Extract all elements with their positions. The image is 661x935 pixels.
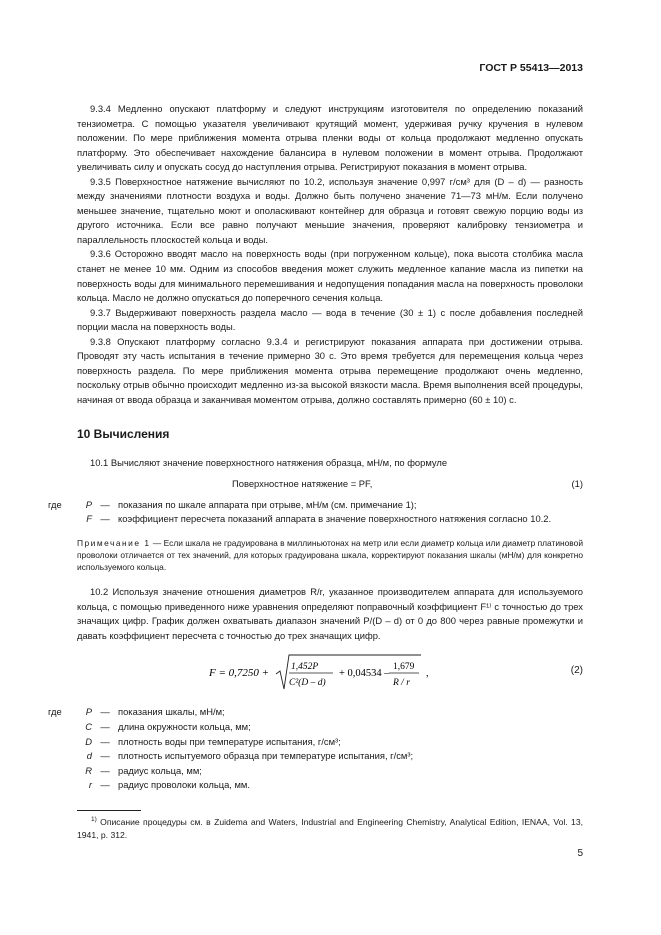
definition-row — [48, 512, 583, 527]
note-text: — Если шкала не градуирована в миллиньютонах на метр или если диаметр кольца или диаметр платиновой проволоки отличается от тех значений, для которых градуирована шкала, корректируют показания шкалы (мН/м) для конкретно используемого кольца. — [77, 537, 584, 573]
formula-2 — [77, 649, 583, 695]
formula-2-denominator: C²(D – d) — [289, 678, 326, 689]
note-label: Примечание 1 — [77, 537, 151, 548]
definition-row — [48, 705, 583, 720]
paragraph-10-2: 10.2 Используя значение отношения диаметров R/r, указанное производителем аппарата для используемого кольца, с помощью приведенного ниже уравнения определяют поправочный коэффициент F¹⁾ с точностью до трех значащих цифр. График должен охватывать диапазон значений P/(D – d) от 0 до 800 через равные промежутки и давать коэффициент пересчета с точностью до трех значащих цифр. — [77, 586, 583, 641]
definition-symbol: R — [85, 764, 92, 776]
paragraph-9-3-7: 9.3.7 Выдерживают поверхность раздела масло — вода в течение (30 ± 1) с после добавления последней порции масла на поверхность воды. — [77, 306, 583, 333]
definition-symbol: D — [85, 735, 92, 747]
definition-row — [48, 749, 583, 764]
definition-text: коэффициент пересчета показаний аппарата в значение поверхностного натяжения согласно 10.2. — [118, 513, 552, 525]
paragraph-9-3-4: 9.3.4 Медленно опускают платформу и следуют инструкциям изготовителя по определению показаний тензиометра. С помощью указателя увеличивают крутящий момент, удерживая ручку кручения в нулевом положении. По мере приближения момента отрыва пленки воды от кольца продолжают медленно опускать платформу. Это обеспечивает нахождение балансира в нулевом положении в момент отрыва. Продолжают увеличивать силу и опускать сосуд до наступления отрыва. Регистрируют показания в момент отрыва. — [77, 103, 583, 173]
definition-dash: — — [100, 498, 110, 510]
where-label: где — [48, 706, 62, 718]
definition-text: длина окружности кольца, мм; — [118, 721, 251, 733]
definition-text: радиус кольца, мм; — [118, 764, 202, 776]
definition-symbol: C — [85, 721, 92, 733]
standard-header: ГОСТ Р 55413—2013 — [479, 62, 583, 74]
definition-symbol: d — [86, 750, 92, 762]
paragraph-9-3-6: 9.3.6 Осторожно вводят масло на поверхность воды (при погруженном кольце), пока высота столбика масла станет не менее 10 мм. Одним из способов введения может служить медленное капание масла из пипетки на поверхность воды для минимального перемешивания и недопущения попадания масла на поверхность проволоки кольца. Масло не должно опускаться до поперечного сечения кольца. — [77, 248, 583, 304]
where-label: где — [48, 498, 62, 510]
paragraph-10-1: 10.1 Вычисляют значение поверхностного натяжения образца, мН/м, по формуле — [90, 457, 448, 469]
definition-dash: — — [100, 764, 110, 776]
page-number: 5 — [577, 848, 583, 859]
definition-row — [48, 735, 583, 750]
formula-2-graphic — [77, 649, 537, 695]
definition-dash: — — [100, 513, 110, 525]
paragraph-9-3-8: 9.3.8 Опускают платформу согласно 9.3.4 и регистрируют показания аппарата при достижении отрыва. Проводят эту часть испытания в течение примерно 30 с. Это время требуется для перемещения кольца через поверхность раздела. По мере приближения момента отрыва перемещение продолжают очень медленно, поскольку отрыв обычно происходит медленно из-за высокой вязкости масла. Время выполнения всей процедуры, начиная от ввода образца и заканчивая моментом отрыва, должно составлять примерно (60 ± 10) с. — [77, 335, 583, 405]
formula-2-middle: + 0,04534 – — [339, 668, 390, 680]
definition-symbol: F — [86, 513, 92, 525]
definition-dash: — — [100, 735, 110, 747]
formula-1-text: Поверхностное натяжение = PF, — [232, 477, 373, 489]
section-title: 10 Вычисления — [77, 427, 170, 442]
definition-text: плотность воды при температуре испытания, г/см³; — [118, 735, 341, 747]
formula-2-tail: , — [426, 668, 429, 680]
formula-2-number: (2) — [570, 665, 583, 677]
footnote — [77, 816, 583, 842]
formula-2-frac2-numerator: 1,679 — [393, 662, 415, 673]
note-1 — [77, 537, 583, 574]
definition-text: радиус проволоки кольца, мм. — [118, 779, 250, 791]
definition-text: показания по шкале аппарата при отрыве, мН/м (см. примечание 1); — [118, 498, 417, 510]
definition-symbol: P — [85, 498, 92, 510]
definition-dash: — — [100, 706, 110, 718]
footnote-text: Описание процедуры см. в Zuidema and Waters, Industrial and Engineering Chemistry, Analytical Edition, IENAA, Vol. 13, 1941, p. 312. — [77, 817, 583, 840]
footnote-separator — [77, 810, 141, 811]
formula-2-frac2-denominator: R / r — [393, 678, 410, 689]
footnote-mark: 1) — [91, 816, 97, 824]
formula-2-lhs: F = 0,7250 + — [209, 667, 270, 680]
definition-row — [48, 778, 583, 793]
definition-row — [48, 720, 583, 735]
definition-row — [48, 498, 583, 513]
formula-2-numerator: 1,452P — [291, 662, 319, 673]
definition-text: показания шкалы, мН/м; — [118, 706, 225, 718]
definition-dash: — — [100, 721, 110, 733]
definition-symbol: P — [85, 706, 92, 718]
formula-1 — [77, 477, 583, 492]
formula-1-number: (1) — [571, 477, 583, 489]
definition-text: плотность испытуемого образца при температуре испытания, г/см³; — [118, 750, 414, 762]
paragraph-9-3-5: 9.3.5 Поверхностное натяжение вычисляют по 10.2, используя значение 0,997 г/см³ для (D – d) — разность между значениями плотности воздуха и воды. Должно быть получено значение 71—73 мН/м. Если получено меньшее значение, тщательно моют и ополаскивают контейнер для образца и готовят свежую порцию воды из другого источника. Если все равно получают меньшие значения, проверяют калибровку тензиометра и параллельность плоскостей кольца и воды. — [77, 175, 583, 245]
definition-dash: — — [100, 750, 110, 762]
definition-symbol: r — [88, 779, 92, 791]
definitions-1 — [48, 498, 583, 527]
definition-dash: — — [100, 779, 110, 791]
definition-row — [48, 764, 583, 779]
document-body — [48, 102, 584, 793]
definitions-2 — [48, 705, 583, 792]
